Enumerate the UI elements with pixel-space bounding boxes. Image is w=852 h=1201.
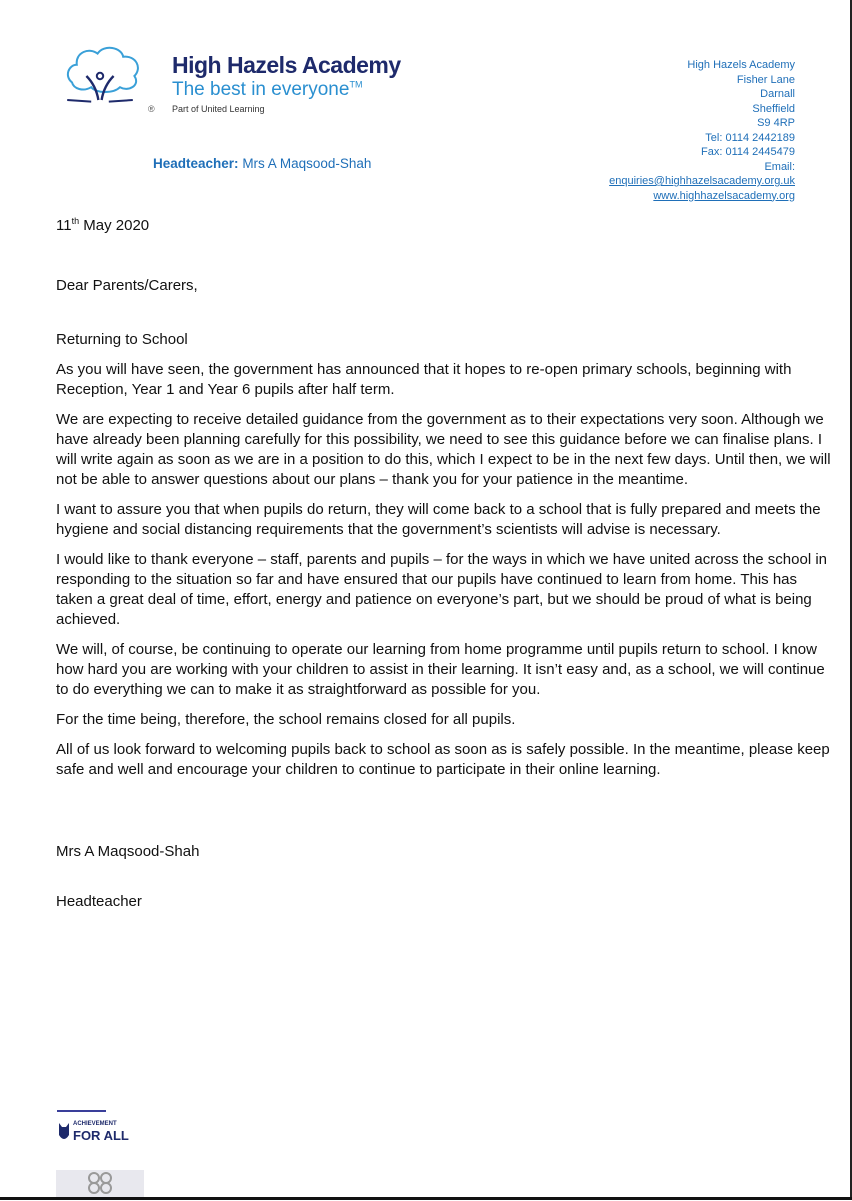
address-line: S9 4RP <box>757 117 795 129</box>
paragraph: For the time being, therefore, the school remains closed for all pupils. <box>56 711 516 728</box>
subject: Returning to School <box>56 331 188 348</box>
website-link[interactable]: www.highhazelsacademy.org <box>653 189 795 202</box>
address-line: Email: <box>764 160 795 173</box>
owl-icon <box>57 1121 71 1143</box>
brand-block <box>172 52 401 115</box>
address-line: High Hazels Academy <box>687 59 795 71</box>
headteacher-label: Headteacher: <box>153 156 239 171</box>
email-link[interactable]: enquiries@highhazelsacademy.org.uk <box>609 175 795 187</box>
letter-body <box>56 216 831 922</box>
address-line: Fisher Lane <box>736 73 795 86</box>
achievement-for-all-logo <box>57 1110 129 1143</box>
address-line: Sheffield <box>752 102 795 115</box>
rings-logo-icon <box>80 1170 120 1196</box>
address-line: Darnall <box>760 88 795 100</box>
afa-top-text: ACHIEVEMENT <box>73 1121 117 1127</box>
address-block <box>609 58 795 203</box>
tagline-text: The best in everyone <box>172 79 350 100</box>
paragraph: We are expecting to receive detailed guidance from the government as to their expectations very soon. Although we have already been planning carefully for this possibility, we need to see this guidance before we can finalise plans. I will write again as soon as we are in a position to do this, which I expect to be in the next few days. Until then, we will not be able to answer questions about our plans – thank you for your patience in the meantime. <box>56 411 831 488</box>
divider <box>57 1110 106 1112</box>
trademark-mark: TM <box>349 79 363 90</box>
school-name: High Hazels Academy <box>172 52 401 78</box>
school-logo-tree-icon <box>64 36 144 116</box>
registered-mark: ® <box>148 104 155 114</box>
address-line: Tel: 0114 2442189 <box>705 131 795 144</box>
part-of-text: Part of United Learning <box>172 104 265 114</box>
salutation: Dear Parents/Carers, <box>56 277 198 294</box>
tagline <box>172 79 401 101</box>
headteacher-line <box>153 156 371 172</box>
afa-bottom-text: FOR ALL <box>73 1128 129 1143</box>
headteacher-name: Mrs A Maqsood-Shah <box>242 156 372 171</box>
letter-date: 11th May 2020 <box>56 216 150 234</box>
paragraph: I want to assure you that when pupils do return, they will come back to a school that is fully prepared and meets the hygiene and social distancing requirements that the government’s scientists will advise is necessary. <box>56 501 821 538</box>
address-line: Fax: 0114 2445479 <box>701 146 795 158</box>
paragraph: I would like to thank everyone – staff, parents and pupils – for the ways in which we have united across the school in responding to the situation so far and have ensured that our pupils have continued to learn from home. This has taken a great deal of time, effort, energy and patience on everyone’s part, but we should be proud of what is being achieved. <box>56 551 827 628</box>
signature-name: Mrs A Maqsood-Shah <box>56 843 200 860</box>
paragraph: As you will have seen, the government has announced that it hopes to re-open primary schools, beginning with Reception, Year 1 and Year 6 pupils after half term. <box>56 361 792 398</box>
paragraph: We will, of course, be continuing to operate our learning from home programme until pupils return to school. I know how hard you are working with your children to assist in their learning. It isn’t easy and, as a school, we will continue to do everything we can to make it as straightforward as possible for you. <box>56 641 825 698</box>
signature-role: Headteacher <box>56 893 142 910</box>
partner-logo-badge <box>56 1170 144 1200</box>
paragraph: All of us look forward to welcoming pupils back to school as soon as is safely possible. In the meantime, please keep safe and well and encourage your children to continue to participate in their online learning. <box>56 741 830 778</box>
